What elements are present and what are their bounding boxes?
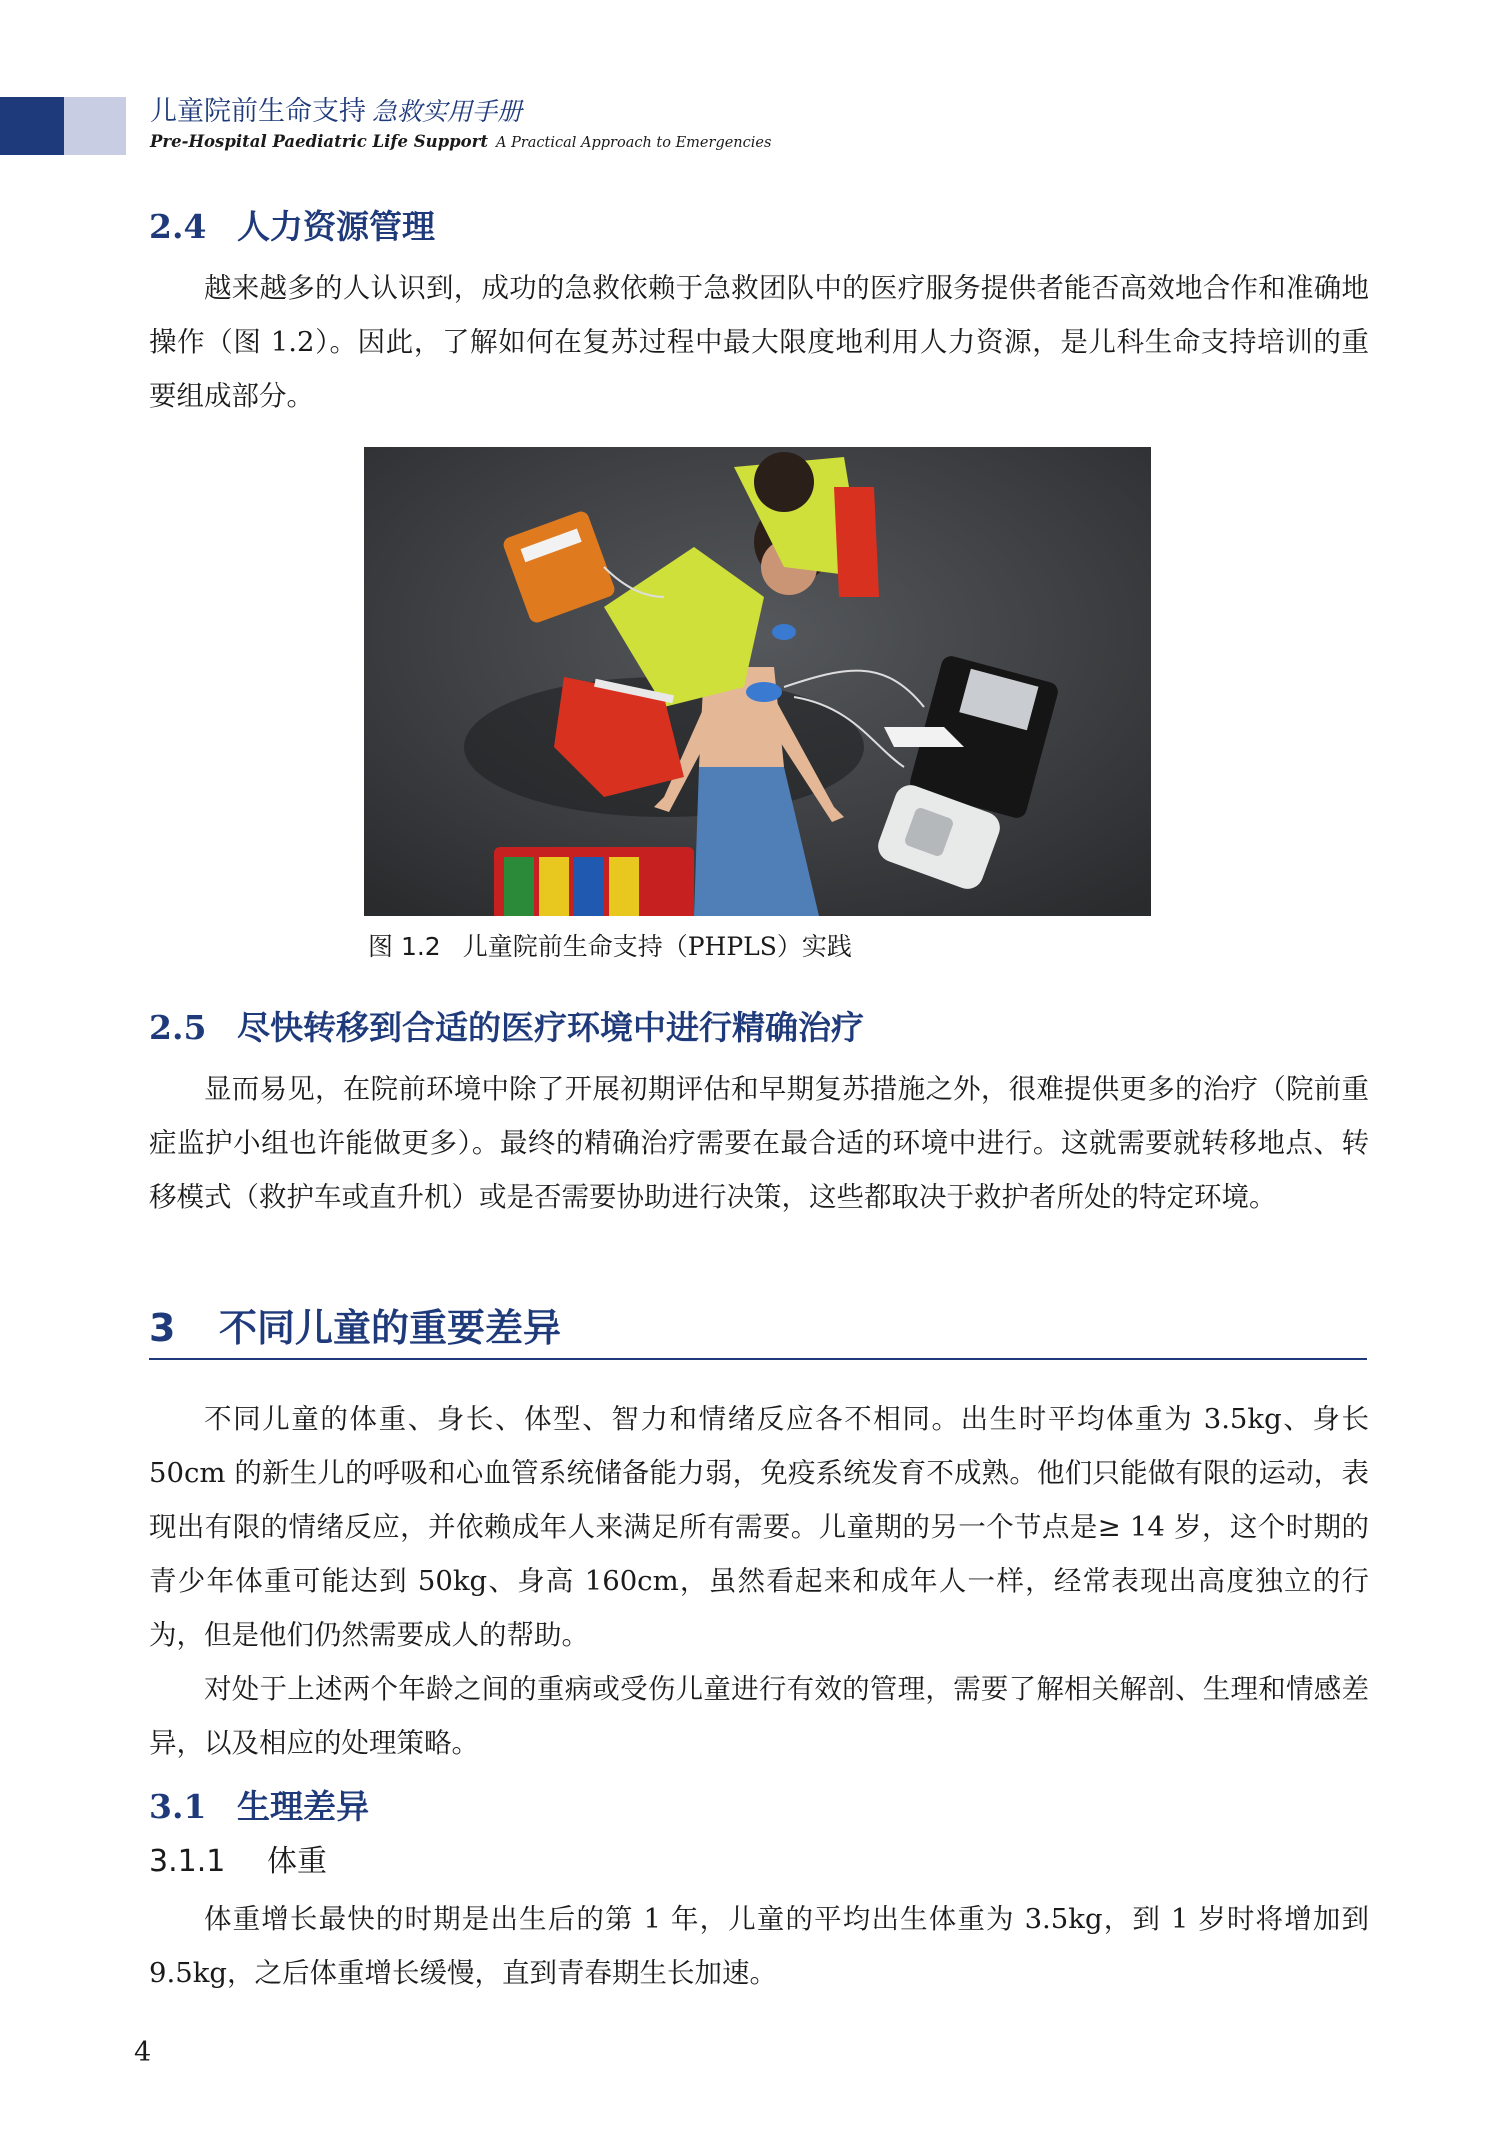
paragraph-3-a: 不同儿童的体重、身长、体型、智力和情绪反应各不相同。出生时平均体重为 3.5kg、身长 50cm 的新生儿的呼吸和心血管系统储备能力弱，免疫系统发育不成熟。他们只能做有限的运动，表现出有限的情绪反应，并依赖成年人来满足所有需要。儿童期的另一个节点是≥ 14 岁，这个时期的青少年体重可能达到 50kg、身高 160cm，虽然看起来和成年人一样，经常表现出高度独立的行为，但是他们仍然需要成人的帮助。 — [149, 1403, 1369, 1651]
figure-label: 图 1.2 — [368, 932, 441, 961]
running-header — [150, 95, 771, 156]
section-heading-2-5: 2.5 尽快转移到合适的医疗环境中进行精确治疗 — [149, 1008, 864, 1047]
paragraph-3-1-1: 体重增长最快的时期是出生后的第 1 年，儿童的平均出生体重为 3.5kg，到 1 岁时将增加到 9.5kg，之后体重增长缓慢，直到青春期生长加速。 — [149, 1903, 1369, 1989]
header-subtitle-en: A Practical Approach to Emergencies — [496, 135, 772, 151]
section-heading-3-1: 3.1 生理差异 — [149, 1787, 369, 1826]
page-number: 4 — [134, 2037, 152, 2068]
header-title-cn: 儿童院前生命支持 急救实用手册 — [150, 96, 523, 127]
header-title-en: Pre-Hospital Paediatric Life Support A Practical Approach to Emergencies — [150, 132, 772, 151]
figure-caption — [368, 930, 852, 964]
paragraph-3-b: 对处于上述两个年龄之间的重病或受伤儿童进行有效的管理，需要了解相关解剖、生理和情感差异，以及相应的处理策略。 — [149, 1673, 1369, 1759]
subsection-heading-3-1-1: 3.1.1 体重 — [149, 1844, 327, 1879]
section-heading-2-4: 2.4 人力资源管理 — [149, 207, 435, 246]
chapter-heading-3: 3 不同儿童的重要差异 — [149, 1300, 1367, 1360]
header-bar-dark — [0, 97, 64, 155]
figure-photo-paramedics — [364, 447, 1151, 916]
paragraph-2-4: 越来越多的人认识到，成功的急救依赖于急救团队中的医疗服务提供者能否高效地合作和准确地操作（图 1.2）。因此，了解如何在复苏过程中最大限度地利用人力资源，是儿科生命支持培训的重要组成部分。 — [149, 272, 1369, 412]
figure-caption-text: 儿童院前生命支持（PHPLS）实践 — [462, 932, 852, 961]
paragraph-2-5: 显而易见，在院前环境中除了开展初期评估和早期复苏措施之外，很难提供更多的治疗（院前重症监护小组也许能做更多）。最终的精确治疗需要在最合适的环境中进行。这就需要就转移地点、转移模式（救护车或直升机）或是否需要协助进行决策，这些都取决于救护者所处的特定环境。 — [149, 1073, 1369, 1213]
header-bar-light — [64, 97, 126, 155]
header-subtitle-cn: 急救实用手册 — [372, 97, 523, 126]
